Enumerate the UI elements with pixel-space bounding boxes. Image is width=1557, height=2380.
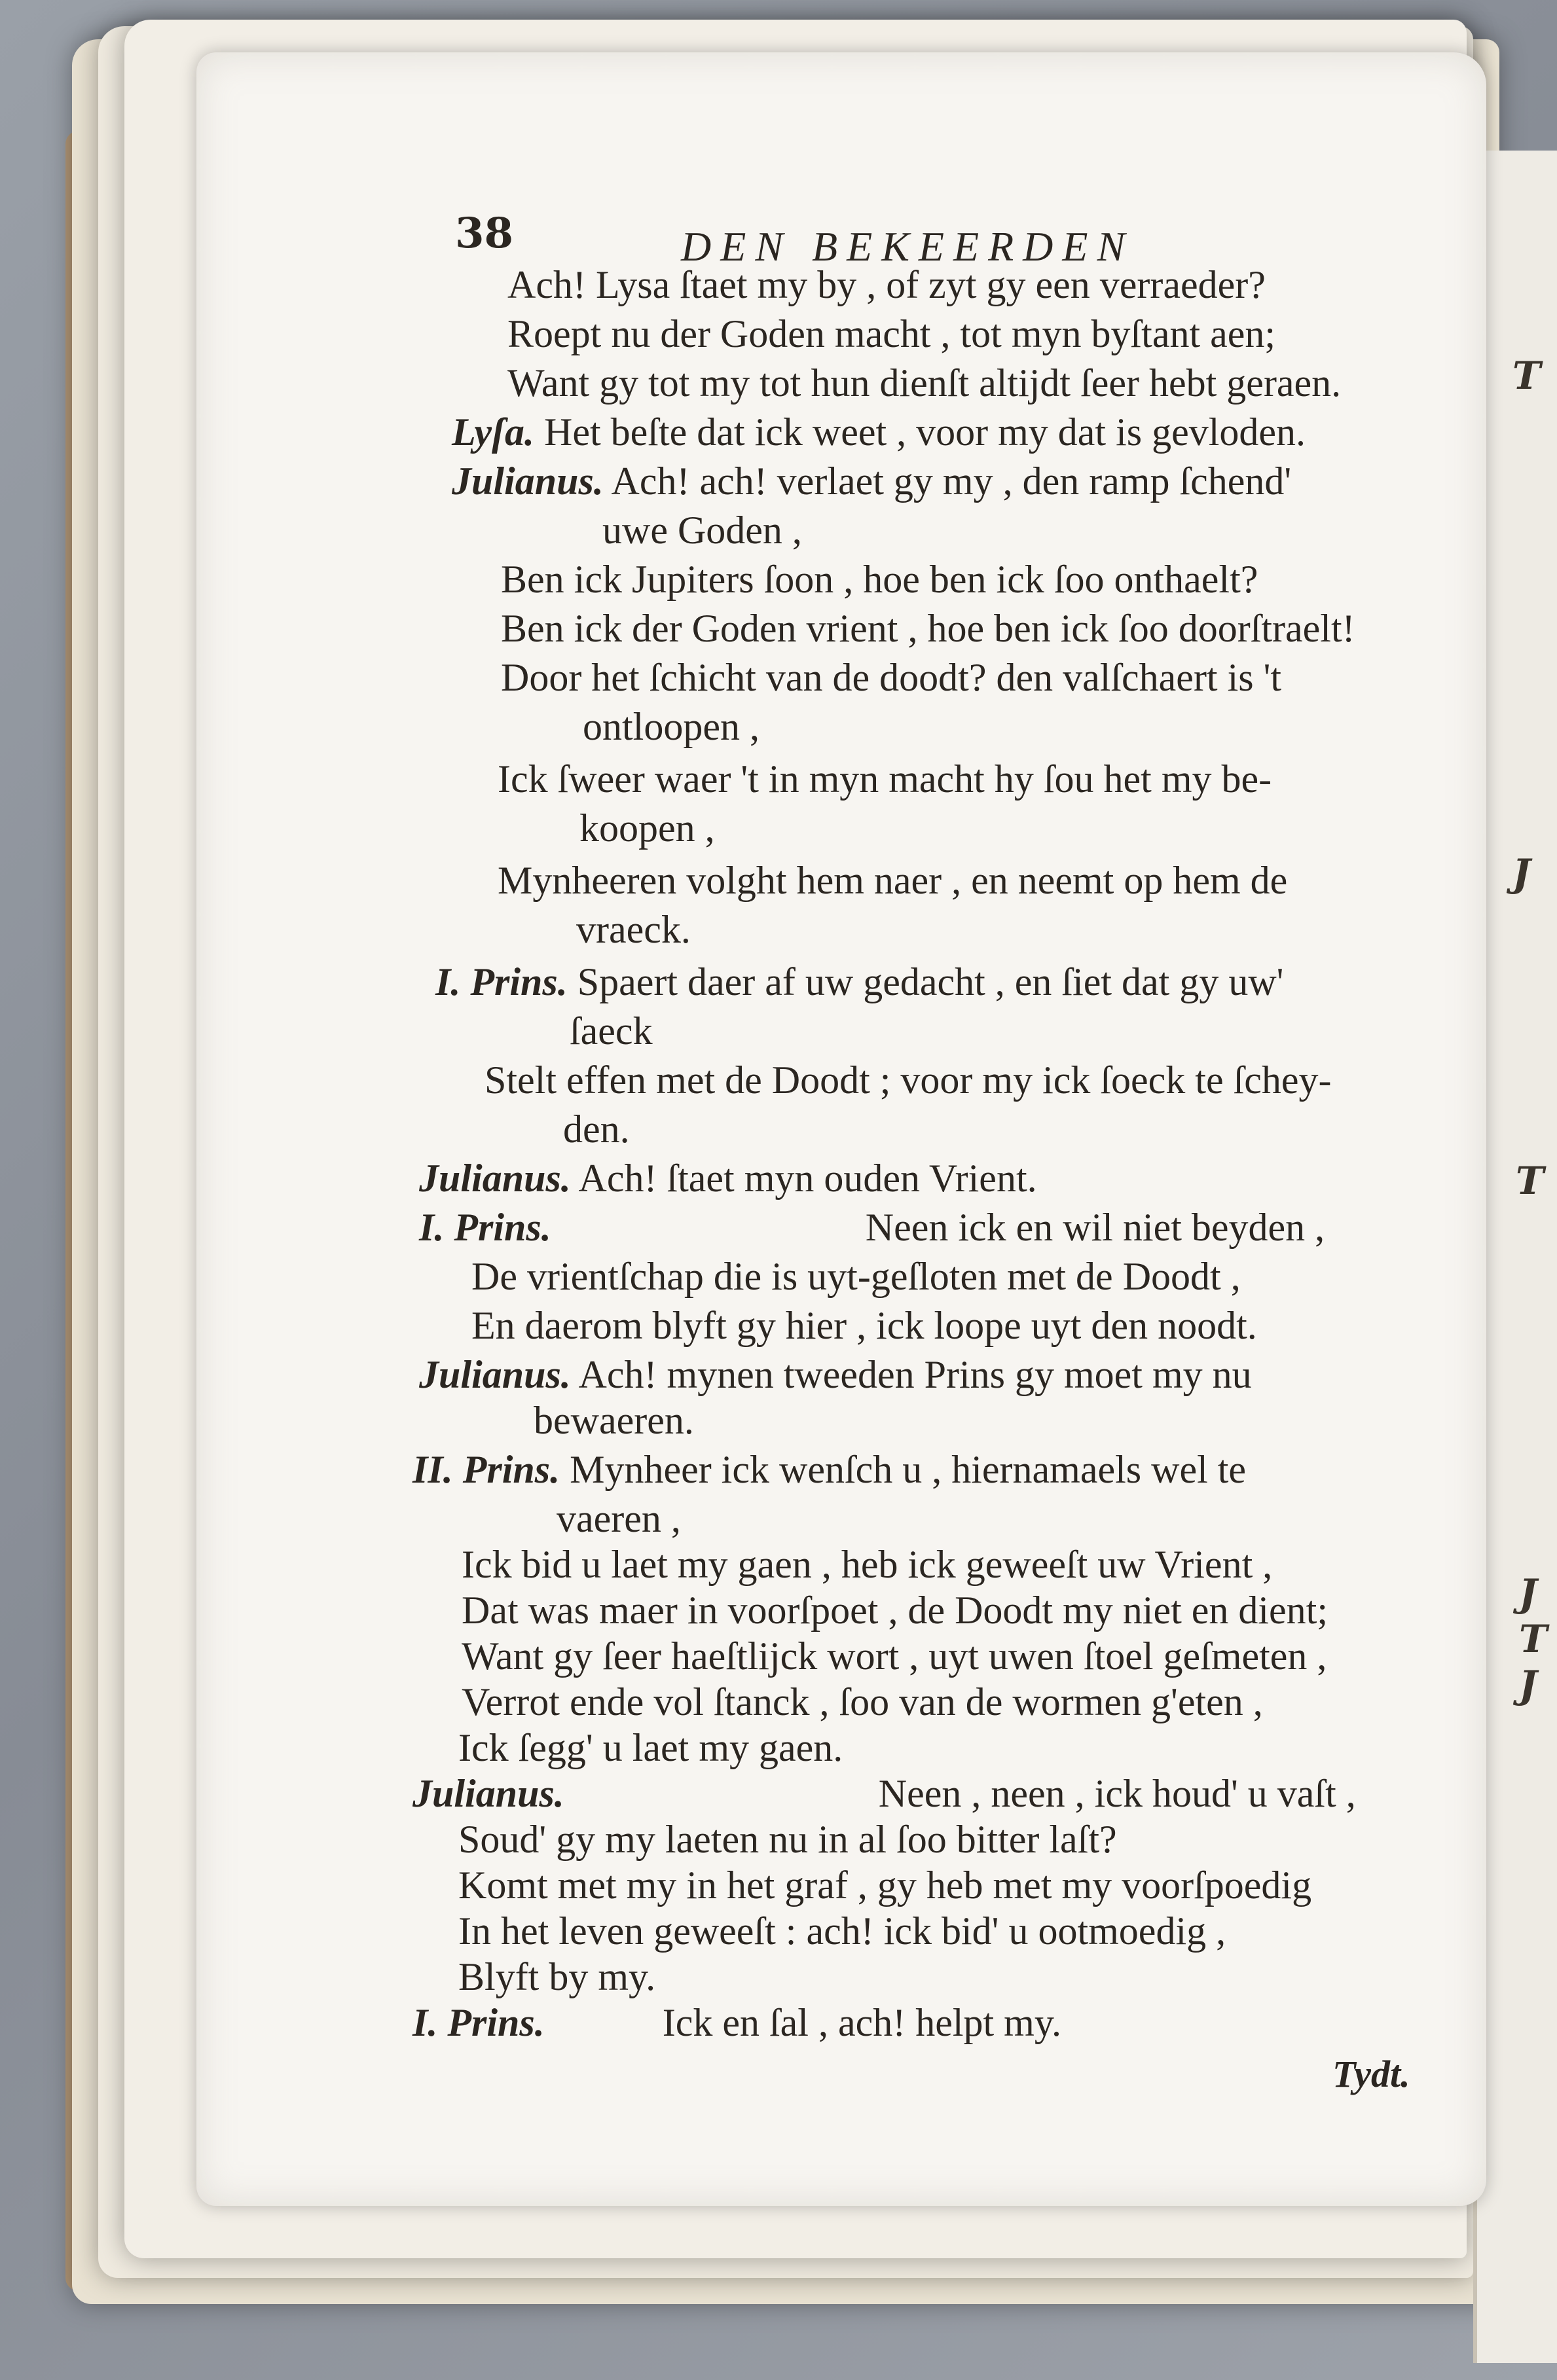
verse-line: uwe Goden , [602, 509, 802, 552]
verse-line: koopen , [579, 806, 715, 850]
verse-line: Verrot ende vol ſtanck , ſoo van de wormen g'eten , [462, 1680, 1263, 1723]
facing-page-glyph: J [1519, 1663, 1537, 1707]
page-number: 38 [455, 209, 514, 258]
speaker-name: II. Prins. [412, 1448, 560, 1491]
speaker-name: I. Prins. [435, 960, 568, 1003]
facing-page-glyph: J [1512, 851, 1531, 895]
verse-line: Julianus. Ach! ſtaet myn ouden Vrient. [419, 1157, 1037, 1200]
verse-line: I. Prins. Ick en ſal , ach! helpt my. [412, 2001, 1061, 2044]
verse-line: Julianus. Neen , neen , ick houd' u vaſt , [412, 1772, 1356, 1815]
verse-line: ſaeck [570, 1009, 653, 1053]
verse-line: En daerom blyft gy hier , ick loope uyt den noodt. [471, 1304, 1257, 1347]
speaker-name: Julianus. [419, 1157, 571, 1200]
facing-page-glyph: T [1516, 1159, 1545, 1203]
verse-line: Soud' gy my laeten nu in al ſoo bitter laſt? [458, 1818, 1117, 1861]
speaker-name: Lyſa. [452, 410, 535, 454]
verse-line: Ick ſegg' u laet my gaen. [458, 1726, 843, 1769]
verse-line: Ben ick der Goden vrient , hoe ben ick ſoo doorſtraelt! [501, 607, 1355, 650]
verse-line: De vrientſchap die is uyt-geſloten met de Doodt , [471, 1255, 1241, 1298]
verse-line: Ick ſweer waer 't in myn macht hy ſou het my be- [498, 757, 1272, 801]
verse-line: Julianus. Ach! mynen tweeden Prins gy moet my nu [419, 1353, 1252, 1396]
verse-line: Lyſa. Het beſte dat ick weet , voor my dat is gevloden. [452, 410, 1306, 454]
running-title: DEN BEKEERDEN [681, 223, 1135, 270]
facing-page-glyph: T [1512, 353, 1541, 398]
verse-line: Komt met my in het graf , gy heb met my voorſpoedig [458, 1864, 1312, 1907]
verse-line: Want gy tot my tot hun dienſt altijdt ſeer hebt geraen. [507, 361, 1342, 405]
speaker-name: I. Prins. [419, 1206, 551, 1249]
verse-line: bewaeren. [534, 1399, 694, 1442]
verse-line: vaeren , [557, 1497, 681, 1540]
verse-line: Julianus. Ach! ach! verlaet gy my , den ramp ſchend' [452, 460, 1292, 503]
verse-line: II. Prins. Mynheer ick wenſch u , hiernamaels wel te [412, 1448, 1247, 1491]
verse-line: Ben ick Jupiters ſoon , hoe ben ick ſoo onthaelt? [501, 558, 1258, 601]
verse-line: Door het ſchicht van de doodt? den valſchaert is 't [501, 656, 1282, 699]
speaker-name: I. Prins. [412, 2001, 545, 2044]
verse-line: Want gy ſeer haeſtlijck wort , uyt uwen ſtoel geſmeten , [462, 1634, 1327, 1678]
verse-line: den. [563, 1108, 630, 1151]
speaker-name: Julianus. [452, 460, 604, 503]
verse-line: Ach! Lysa ſtaet my by , of zyt gy een verraeder? [507, 263, 1266, 306]
speaker-name: Julianus. [419, 1353, 571, 1396]
verse-line: I. Prins. Neen ick en wil niet beyden , [419, 1206, 1325, 1249]
verse-line: Stelt effen met de Doodt ; voor my ick ſoeck te ſchey- [485, 1058, 1332, 1102]
verse-line: Mynheeren volght hem naer , en neemt op hem de [498, 859, 1288, 902]
verse-line: Ick bid u laet my gaen , heb ick geweeſt uw Vrient , [462, 1543, 1273, 1586]
facing-page-glyph: J [1519, 1571, 1537, 1615]
facing-page-glyph: T [1519, 1617, 1548, 1661]
speaker-name: Julianus. [412, 1772, 564, 1815]
verse-line: I. Prins. Spaert daer af uw gedacht , en ſiet dat gy uw' [435, 960, 1284, 1003]
verse-line: In het leven geweeſt : ach! ick bid' u ootmoedig , [458, 1909, 1226, 1953]
catchword: Tydt. [1332, 2053, 1410, 2095]
verse-line: Roept nu der Goden macht , tot myn byſtant aen; [507, 312, 1276, 355]
verse-line: ontloopen , [583, 705, 760, 748]
verse-line: vraeck. [576, 908, 691, 951]
verse-line: Dat was maer in voorſpoet , de Doodt my niet en dient; [462, 1589, 1328, 1632]
verse-line: Blyft by my. [458, 1955, 656, 1998]
